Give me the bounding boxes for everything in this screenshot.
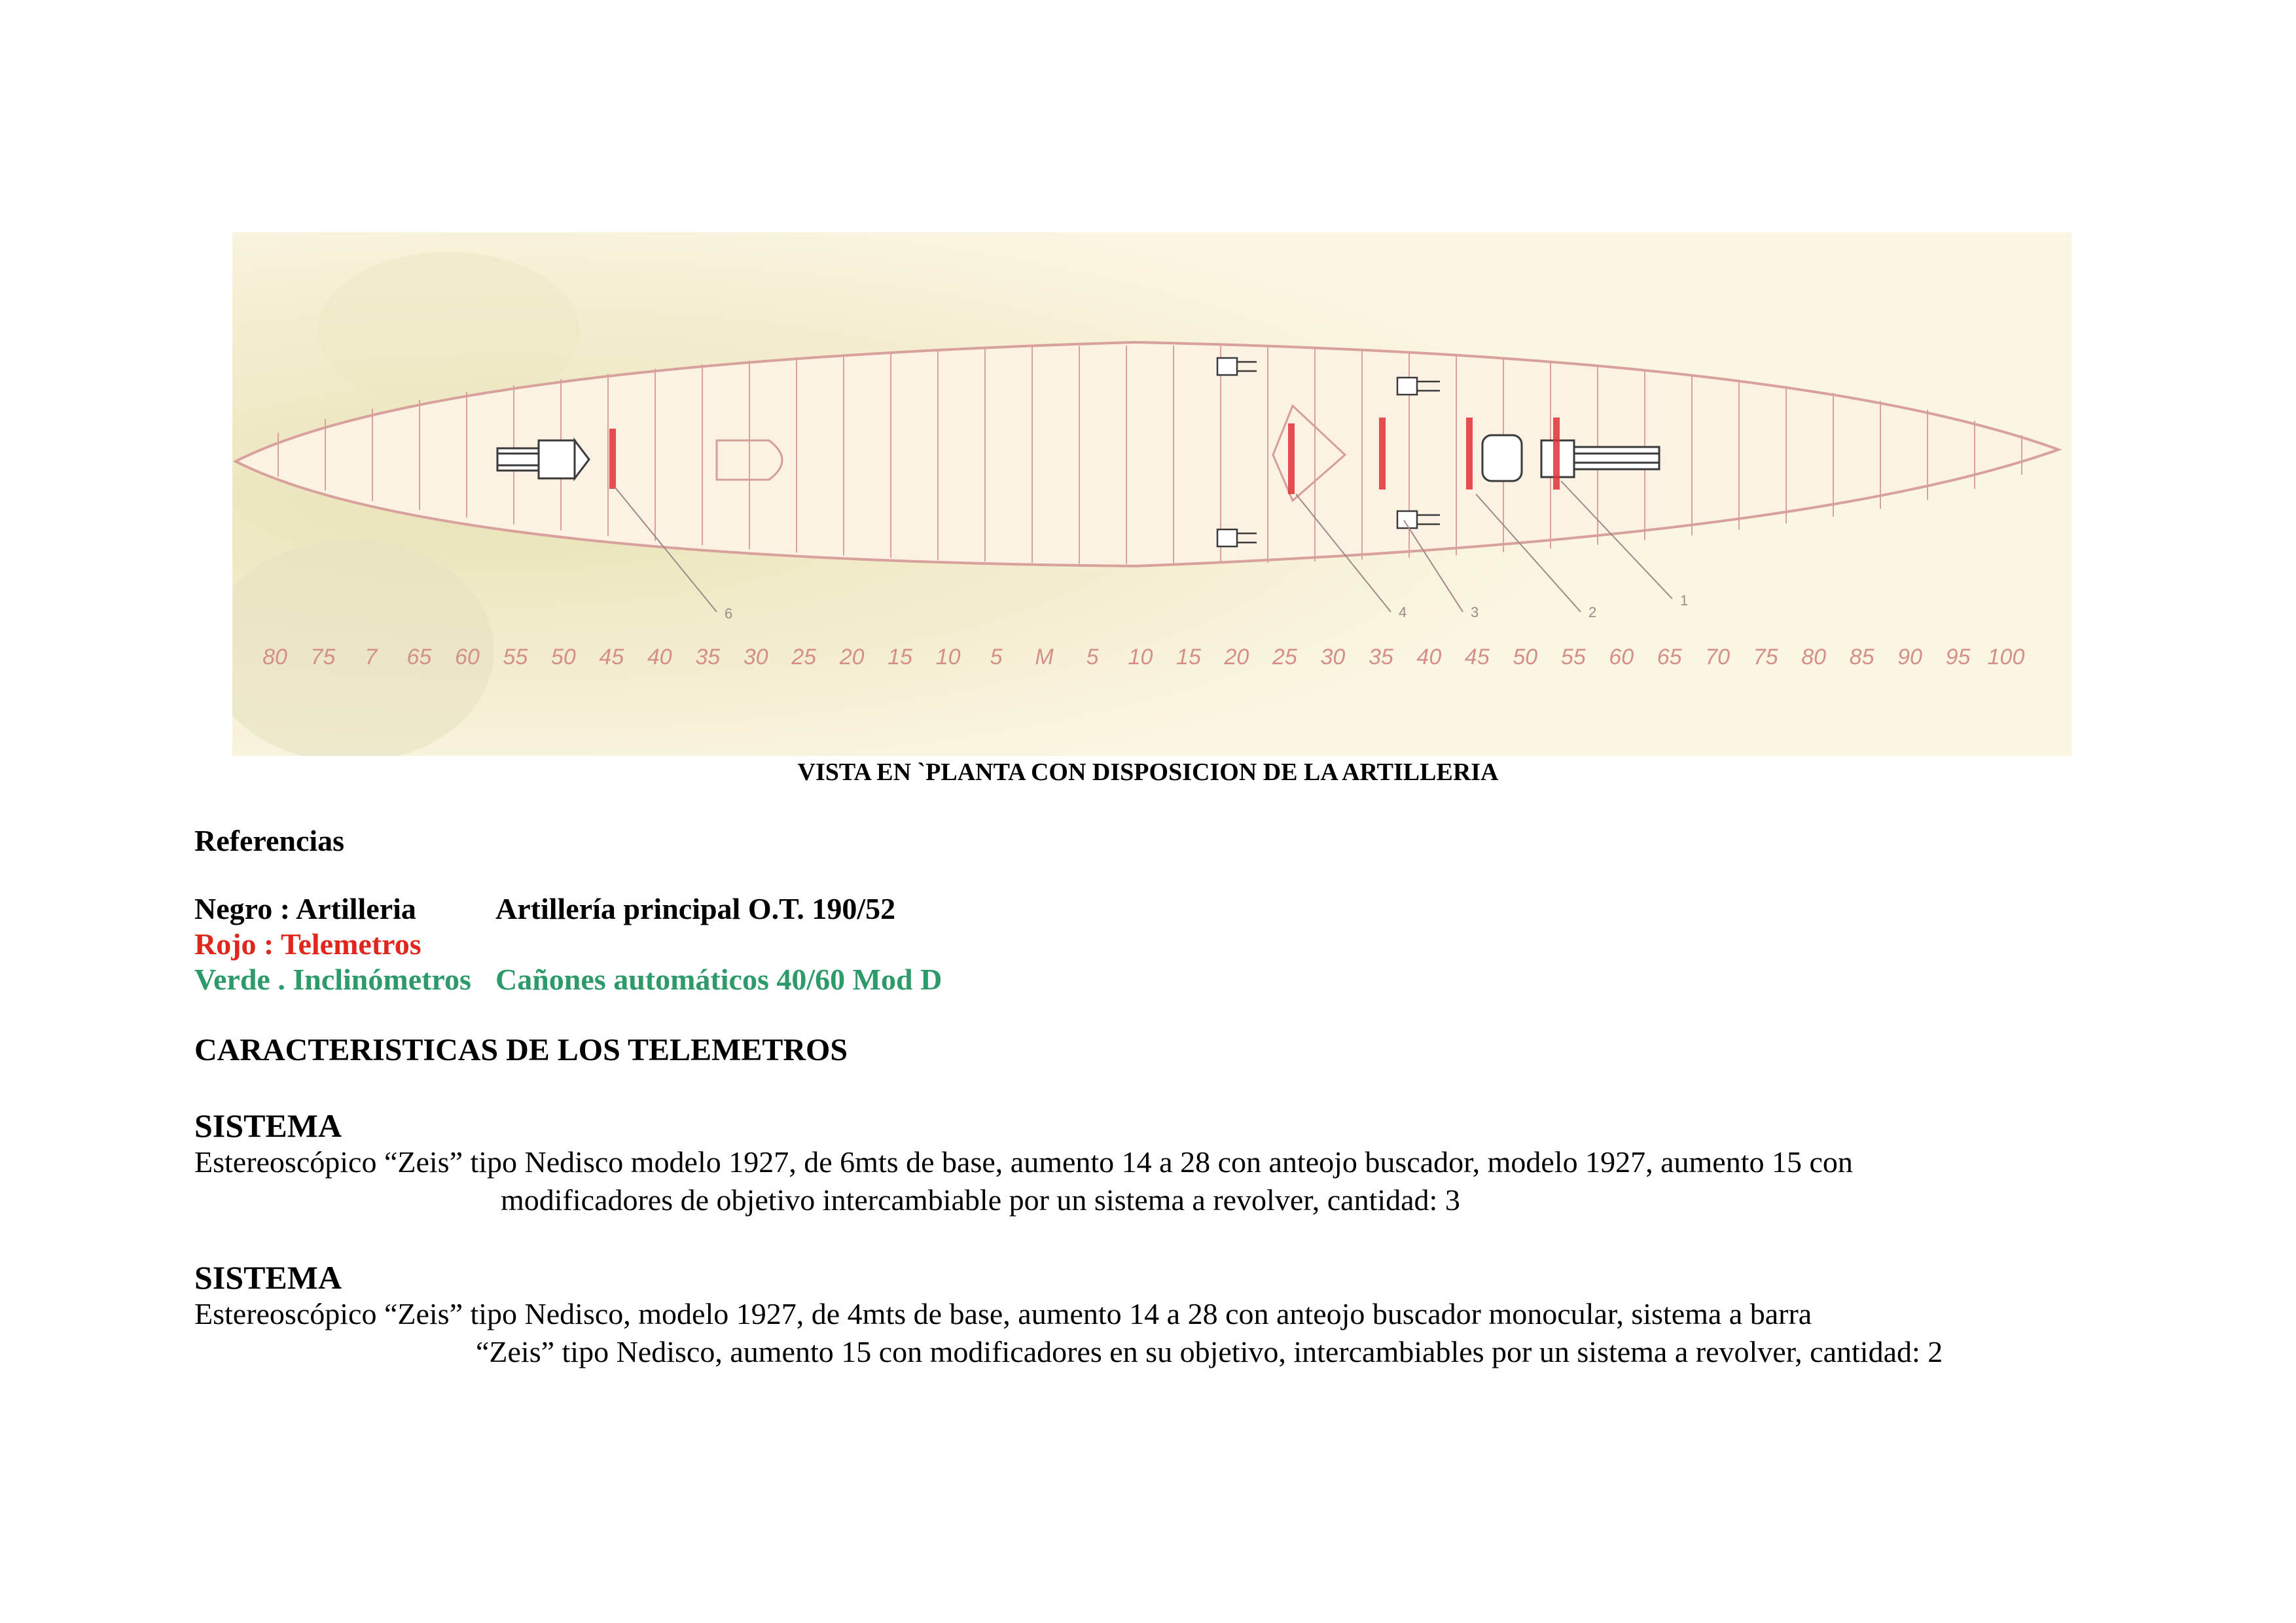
- ship-plan-drawing: [232, 232, 2072, 756]
- frame-number: 60: [454, 645, 480, 669]
- callout-number: 3: [1471, 604, 1479, 620]
- legend-desc-green: Cañones automáticos 40/60 Mod D: [495, 963, 942, 996]
- frame-number: 45: [1464, 645, 1490, 669]
- system-2-heading: SISTEMA: [194, 1259, 342, 1296]
- legend-key-red: Rojo : Telemetros: [194, 927, 422, 961]
- figure-caption: VISTA EN `PLANTA CON DISPOSICION DE LA ARTILLERIA: [797, 758, 1499, 786]
- frame-number: 55: [503, 645, 528, 669]
- system-1-heading: SISTEMA: [194, 1107, 342, 1144]
- frame-number: 75: [310, 645, 336, 669]
- frame-number: 85: [1849, 645, 1874, 669]
- ship-plan-figure: [232, 232, 2072, 756]
- frame-number: 50: [1513, 645, 1538, 669]
- frame-number: 80: [1801, 645, 1827, 669]
- system-2-line-2: “Zeis” tipo Nedisco, aumento 15 con modificadores en su objetivo, intercambiables por un sistema a revolver, cantidad: 2: [476, 1335, 1943, 1368]
- frame-number-scale: [262, 645, 2024, 669]
- frame-number: M: [1035, 645, 1054, 669]
- system-2: [194, 1260, 1943, 1371]
- frame-number: 20: [1224, 645, 1249, 669]
- system-1-line-2: modificadores de objetivo intercambiable por un sistema a revolver, cantidad: 3: [501, 1183, 1460, 1217]
- frame-number: 50: [550, 645, 576, 669]
- frame-number: 40: [647, 645, 672, 669]
- system-1-line-1: Estereoscópico “Zeis” tipo Nedisco modelo 1927, de 6mts de base, aumento 14 a 28 con anteojo buscador, modelo 1927, aumento 15 con: [194, 1145, 1853, 1179]
- legend-row-red: [194, 927, 471, 962]
- frame-number: 55: [1560, 645, 1586, 669]
- frame-number: 65: [1657, 645, 1682, 669]
- characteristics-title: CARACTERISTICAS DE LOS TELEMETROS: [194, 1033, 848, 1067]
- frame-number: 35: [1368, 645, 1393, 669]
- legend-key-green: Verde . Inclinómetros: [194, 963, 471, 996]
- telemeter-bridge: [1288, 423, 1295, 494]
- callout-number: 2: [1588, 604, 1597, 620]
- frame-number: 25: [1272, 645, 1297, 669]
- frame-number: 65: [406, 645, 432, 669]
- frame-number: 60: [1609, 645, 1634, 669]
- frame-number: 70: [1705, 645, 1731, 669]
- frame-number: 20: [839, 645, 865, 669]
- telemeter-forward: [609, 429, 616, 489]
- frame-number: 15: [888, 645, 913, 669]
- references-title: Referencias: [194, 824, 345, 857]
- frame-number: 10: [935, 645, 961, 669]
- frame-number: 30: [743, 645, 768, 669]
- telemeter-aft-1: [1466, 418, 1473, 490]
- frame-number: 75: [1753, 645, 1778, 669]
- telemeter-mid: [1379, 418, 1386, 490]
- callout-number: 4: [1399, 604, 1407, 620]
- frame-number: 35: [695, 645, 721, 669]
- system-2-line-1: Estereoscópico “Zeis” tipo Nedisco, modelo 1927, de 4mts de base, aumento 14 a 28 con anteojo buscador monocular, sistema a barra: [194, 1297, 1812, 1330]
- frame-number: 45: [599, 645, 624, 669]
- legend-row-green: [194, 962, 942, 997]
- frame-number: 25: [791, 645, 817, 669]
- frame-number: 5: [990, 645, 1003, 669]
- callout-number: 1: [1680, 592, 1689, 609]
- callout-number: 6: [725, 605, 733, 622]
- frame-number: 100: [1987, 645, 2025, 669]
- frame-number: 15: [1176, 645, 1201, 669]
- frame-number: 95: [1945, 645, 1971, 669]
- frame-number: 5: [1086, 645, 1099, 669]
- frame-number: 30: [1320, 645, 1346, 669]
- frame-number: 7: [365, 645, 378, 669]
- system-1: [194, 1108, 1853, 1219]
- frame-number: 40: [1416, 645, 1442, 669]
- frame-number: 90: [1897, 645, 1922, 669]
- legend: [194, 891, 942, 997]
- telemeter-aft-2: [1553, 418, 1560, 490]
- legend-row-black: [194, 891, 896, 927]
- frame-number: 10: [1128, 645, 1153, 669]
- legend-desc-black: Artillería principal O.T. 190/52: [495, 892, 896, 925]
- frame-number: 80: [262, 645, 287, 669]
- legend-key-black: Negro : Artilleria: [194, 892, 416, 925]
